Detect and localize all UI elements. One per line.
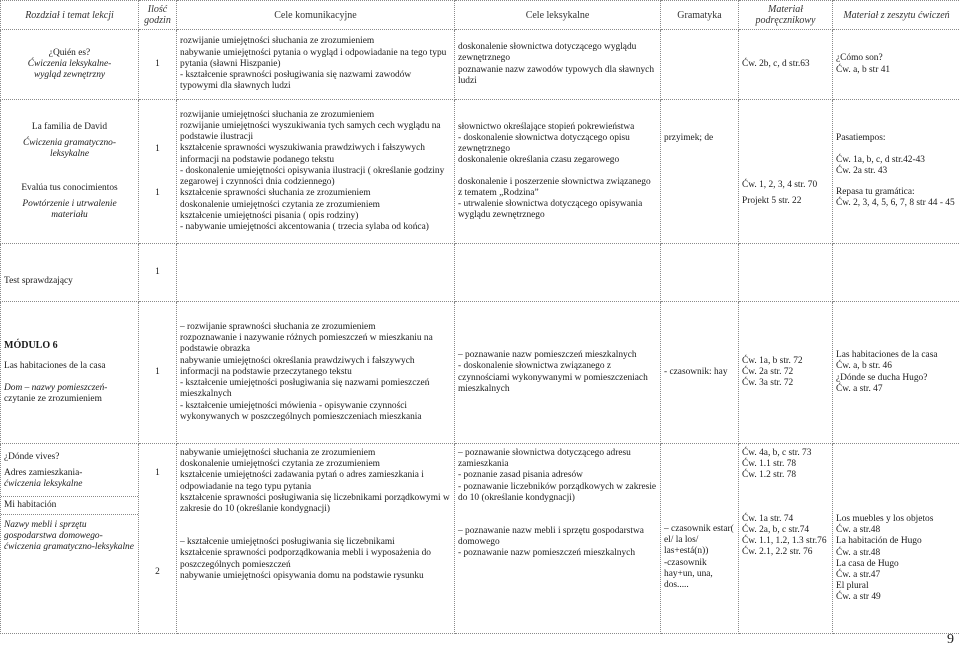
workbook-text: Pasatiempos: xyxy=(836,133,886,144)
lexical-text: - poznawanie liczebników porządkowych w zakresie do 10 (określanie kondygnacji) xyxy=(458,481,657,503)
goal-text: - kształcenie umiejętności posługiwania się nazwami pomieszczeń mieszkalnych xyxy=(180,378,430,400)
goal-text: nabywanie umiejętności słuchania ze zrozumieniem xyxy=(180,448,376,458)
goal-text: kształcenie sprawności słuchania ze zrozumieniem xyxy=(180,188,371,199)
header-row xyxy=(1,1,960,30)
hours-value: 2 xyxy=(155,567,160,578)
goal-text: kształcenie sprawności wyszukiwania prawdziwych i fałszywych informacji na podstawie podanego tekstu xyxy=(180,143,425,165)
header-textbook: Materiał podręcznikowy xyxy=(739,1,833,30)
unit-title: MÓDULO 6 xyxy=(4,340,58,352)
table-row xyxy=(1,444,960,634)
textbook-text: Ćw. 1a, b str. 72 xyxy=(742,355,803,366)
grammar-text: – czasownik estar( el/ la los/ las+está(n)) xyxy=(664,524,734,557)
topic-cell xyxy=(1,100,139,244)
workbook-text: Ćw. a str. 47 xyxy=(836,383,883,394)
lexical-text: – poznawanie nazw mebli i sprzętu gospodarstwa domowego xyxy=(458,526,644,548)
workbook-cell xyxy=(833,302,960,444)
textbook-cell xyxy=(739,100,833,244)
workbook-text: Las habitaciones de la casa xyxy=(836,350,938,361)
topic-title: Mi habitación xyxy=(4,499,57,510)
workbook-text: Ćw. a str.48 xyxy=(836,547,881,558)
workbook-text: Ćw. a str.47 xyxy=(836,570,881,581)
lexical-cell xyxy=(455,30,661,100)
goal-text: rozwijanie umiejętności słuchania ze zrozumieniem xyxy=(180,36,375,47)
workbook-text: El plural xyxy=(836,581,869,592)
header-topic: Rozdział i temat lekcji xyxy=(1,1,139,30)
grammar-cell xyxy=(661,444,739,634)
grammar-cell: - czasownik: hay xyxy=(661,302,739,444)
goal-text: nabywanie umiejętności pytania o wygląd i odpowiadanie na tego typu pytania (sławni Hiszpanie) xyxy=(180,47,447,69)
goal-text: rozpoznawanie i nazywanie różnych pomieszczeń w mieszkaniu na podstawie obrazka xyxy=(180,333,433,355)
textbook-text: Ćw. 2a str. 72 xyxy=(742,366,794,377)
hours-value: 1 xyxy=(155,468,160,478)
lexical-cell xyxy=(455,302,661,444)
workbook-text: Ćw. a, b str 41 xyxy=(836,64,891,75)
lexical-text: poznawanie nazw zawodów typowych dla sławnych ludzi xyxy=(458,64,655,86)
goal-text: rozwijanie umiejętności wyszukiwania tych samych cech wyglądu na podstawie ilustracji xyxy=(180,121,441,143)
grammar-text: -czasownik hay+un, una, dos..... xyxy=(664,557,713,591)
grammar-cell xyxy=(661,30,739,100)
lexical-cell xyxy=(455,444,661,634)
workbook-cell xyxy=(833,30,960,100)
workbook-text: Ćw. 2, 3, 4, 5, 6, 7, 8 str 44 - 45 xyxy=(836,198,955,209)
lexical-text: – poznawanie nazw pomieszczeń mieszkalnych xyxy=(458,350,637,361)
page-number: 9 xyxy=(947,632,954,647)
header-hours: Ilość godzin xyxy=(139,1,177,30)
topic-subtitle: ćwiczenia leksykalne xyxy=(4,479,83,490)
workbook-text: Ćw. a str.48 xyxy=(836,525,881,536)
goal-text: doskonalenie umiejętności czytania ze zrozumieniem xyxy=(180,199,380,210)
grammar-cell xyxy=(661,100,739,244)
textbook-text: Projekt 5 str. 22 xyxy=(742,196,802,206)
goal-text: – kształcenie umiejętności posługiwania się liczebnikami xyxy=(180,537,395,548)
table-row xyxy=(1,30,960,100)
topic-subtitle: ćwiczenia gramatyczno-leksykalne xyxy=(4,542,134,553)
hours-cell: 1 xyxy=(139,30,177,100)
workbook-text: La habitación de Hugo xyxy=(836,536,922,547)
textbook-text: Ćw. 3a str. 72 xyxy=(742,378,794,389)
goal-text: kształcenie sprawności posługiwania się liczebnikami porządkowymi w zakresie do 10 (określanie kondygnacji) xyxy=(180,492,450,515)
hours-cell xyxy=(139,100,177,244)
topic-subtitle: Adres zamieszkania- xyxy=(4,468,83,479)
topic-title: Evalúa tus conocimientos xyxy=(21,182,118,193)
hours-cell xyxy=(139,444,177,634)
goal-text: - kształcenie umiejętności mówienia - opisywanie czynności wykonywanych w poszczególnych pomieszczeniach mieszkania xyxy=(180,400,422,422)
communicative-cell xyxy=(177,100,455,244)
topic-cell xyxy=(1,444,139,634)
lexical-text: doskonalenie słownictwa dotyczącego wyglądu zewnętrznego xyxy=(458,42,637,64)
workbook-text: Repasa tu gramática: xyxy=(836,187,915,198)
workbook-text: ¿Cómo son? xyxy=(836,53,883,64)
textbook-cell: Ćw. 2b, c, d str.63 xyxy=(739,30,833,100)
lexical-text: - poznawanie nazw pomieszczeń mieszkalnych xyxy=(458,548,636,559)
grammar-text: przyimek; de xyxy=(664,132,714,143)
lexical-text: doskonalenie i poszerzenie słownictwa związanego z tematem „Rodzina” xyxy=(458,176,651,198)
lexical-text: - utrwalenie słownictwa dotyczącego opisywania wyglądu zewnętrznego xyxy=(458,198,643,221)
textbook-cell xyxy=(739,302,833,444)
header-communicative: Cele komunikacyjne xyxy=(177,1,455,30)
goal-text: doskonalenie umiejętności czytania ze zrozumieniem xyxy=(180,459,380,470)
hours-cell: 1 xyxy=(139,302,177,444)
goal-text: kształcenie umiejętności zadawania pytań o adres zamieszkania i odpowiadanie na tego typu pytania xyxy=(180,470,424,492)
workbook-text: La casa de Hugo xyxy=(836,558,899,569)
topic-title: ¿Dónde vives? xyxy=(4,452,60,462)
communicative-cell xyxy=(177,444,455,634)
textbook-text: Ćw. 4a, b, c str. 73 xyxy=(742,448,812,458)
workbook-cell xyxy=(833,444,960,634)
communicative-cell xyxy=(177,30,455,100)
topic-cell xyxy=(1,302,139,444)
goal-text: nabywanie umiejętności opisywania domu na podstawie rysunku xyxy=(180,570,424,581)
header-workbook: Materiał z zeszytu ćwiczeń xyxy=(833,1,960,30)
textbook-text: Ćw. 1.1, 1.2, 1.3 str.76 xyxy=(742,536,827,547)
hours-value: 1 xyxy=(155,144,160,155)
goal-text: kształcenie sprawności podporządkowania mebli i wyposażenia do poszczególnych pomieszczeń xyxy=(180,548,431,570)
lexical-cell xyxy=(455,100,661,244)
lexical-text: - poznanie zasad pisania adresów xyxy=(458,470,583,481)
topic-cell xyxy=(1,30,139,100)
goal-text: - nabywanie umiejętności akcentowania ( trzecia sylaba od końca) xyxy=(180,221,429,232)
topic-subtitle: Ćwiczenia gramatyczno-leksykalne xyxy=(23,138,116,160)
goal-text: kształcenie umiejętności pisania ( opis rodziny) xyxy=(180,210,359,221)
textbook-text: Ćw. 2.1, 2.2 str. 76 xyxy=(742,547,813,558)
topic-title: ¿Quién es? xyxy=(48,47,91,58)
goal-text: – rozwijanie sprawności słuchania ze zrozumieniem xyxy=(180,322,376,333)
topic-subtitle: Powtórzenie i utrwalenie materiału xyxy=(22,198,117,220)
textbook-text: Ćw. 1.1 str. 78 xyxy=(742,459,797,470)
hours-cell: 1 xyxy=(139,244,177,302)
lexical-text: - doskonalenie słownictwa dotyczącego opisu zewnętrznego xyxy=(458,132,630,155)
textbook-text: Ćw. 1.2 str. 78 xyxy=(742,470,797,481)
textbook-cell xyxy=(739,444,833,634)
topic-subtitle: Dom – nazwy pomieszczeń- xyxy=(4,382,108,393)
communicative-cell xyxy=(177,302,455,444)
goal-text: nabywanie umiejętności określania prawdziwych i fałszywych informacji na podstawie przeczytanego tekstu xyxy=(180,355,415,377)
topic-cell: Test sprawdzający xyxy=(1,244,139,302)
lexical-text: - doskonalenie słownictwa związanego z czynnościami wykonywanymi w pomieszczeniach mieszkalnych xyxy=(458,361,648,394)
workbook-text: ¿Dónde se ducha Hugo? xyxy=(836,372,928,383)
workbook-text: Ćw. 2a str. 43 xyxy=(836,165,888,176)
lexical-text: doskonalenie określania czasu zegarowego xyxy=(458,155,620,166)
header-lexical: Cele leksykalne xyxy=(455,1,661,30)
workbook-text: Ćw. a str 49 xyxy=(836,592,881,603)
topic-title: Las habitaciones de la casa xyxy=(4,361,106,372)
textbook-text: Ćw. 1, 2, 3, 4 str. 70 xyxy=(742,179,818,190)
textbook-text: Ćw. 2a, b, c str.74 xyxy=(742,524,810,535)
hours-value: 1 xyxy=(155,187,160,198)
topic-subtitle: wygląd zewnętrzny xyxy=(33,70,106,81)
lexical-text: słownictwo określające stopień pokrewieństwa xyxy=(458,121,635,132)
workbook-cell xyxy=(833,100,960,244)
header-grammar: Gramatyka xyxy=(661,1,739,30)
table-row xyxy=(1,100,960,244)
topic-title: La familia de David xyxy=(31,121,108,132)
textbook-text: Ćw. 1a str. 74 xyxy=(742,513,794,524)
topic-subtitle: Nazwy mebli i sprzętu gospodarstwa domowego- xyxy=(4,519,103,542)
goal-text: - doskonalenie umiejętności opisywania ilustracji ( określanie godziny zegarowej i czynności dnia codziennego) xyxy=(180,165,445,188)
workbook-text: Los muebles y los objetos xyxy=(836,514,934,524)
goal-text: - kształcenie sprawności posługiwania się nazwami zawodów typowymi dla sławnych ludzi xyxy=(180,70,412,92)
table-row xyxy=(1,302,960,444)
workbook-text: Ćw. a, b str. 46 xyxy=(836,361,892,372)
goal-text: rozwijanie umiejętności słuchania ze zrozumieniem xyxy=(180,109,375,120)
topic-subtitle: Ćwiczenia leksykalne- xyxy=(27,58,112,69)
table-row xyxy=(1,244,960,302)
workbook-text: Ćw. 1a, b, c, d str.42-43 xyxy=(836,154,925,165)
lexical-text: – poznawanie słownictwa dotyczącego adresu zamieszkania xyxy=(458,448,631,470)
topic-subtitle: czytanie ze zrozumieniem xyxy=(4,393,102,404)
